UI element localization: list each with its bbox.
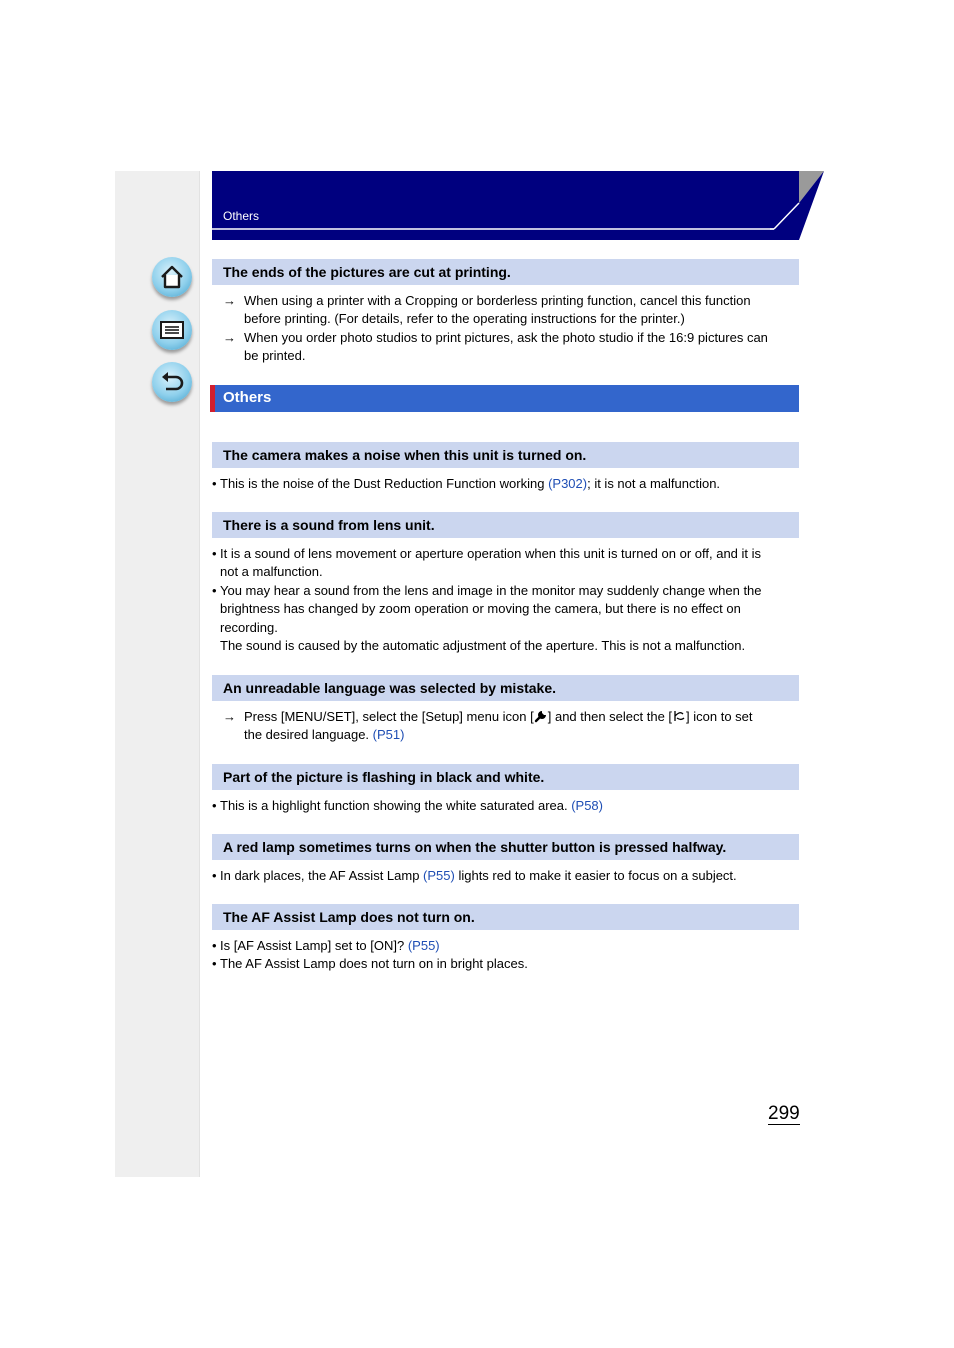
answer-text: This is the noise of the Dust Reduction Function working (P302); it is not a malfunction. [220,476,721,491]
answer-text: Press [MENU/SET], select the [Setup] menu icon [ ] and then select the [ ] icon to set [244,709,753,724]
bullet-marker: • [212,583,217,598]
question-heading: The ends of the pictures are cut at printing. [212,259,799,285]
arrow-marker: → [223,293,236,308]
back-button[interactable] [152,362,192,402]
language-icon [672,709,686,723]
question-heading: An unreadable language was selected by mistake. [212,675,799,701]
section-title: Others [210,385,799,412]
answer-text: the desired language. (P51) [244,727,405,742]
question-heading: There is a sound from lens unit. [212,512,799,538]
page-link[interactable]: (P58) [571,798,603,813]
bullet-marker: • [212,476,217,491]
answer-text: When you order photo studios to print pictures, ask the photo studio if the 16:9 pictures can [244,330,768,345]
wrench-icon [534,709,548,723]
question-heading: A red lamp sometimes turns on when the shutter button is pressed halfway. [212,834,799,860]
answer-text: The sound is caused by the automatic adjustment of the aperture. This is not a malfunction. [220,638,746,653]
home-icon [158,263,186,291]
answer-text: You may hear a sound from the lens and image in the monitor may suddenly change when the [220,583,762,598]
page-link[interactable]: (P55) [423,868,455,883]
answer-text: brightness has changed by zoom operation or moving the camera, but there is no effect on [220,601,741,616]
answer-text: not a malfunction. [220,564,323,579]
question-heading: Part of the picture is flashing in black and white. [212,764,799,790]
question-heading: The AF Assist Lamp does not turn on. [212,904,799,930]
answer-text: The AF Assist Lamp does not turn on in bright places. [220,956,528,971]
back-icon [158,368,186,396]
answer-text: In dark places, the AF Assist Lamp (P55) lights red to make it easier to focus on a subject. [220,868,737,883]
page-link[interactable]: (P55) [407,938,440,953]
arrow-marker: → [223,709,236,724]
answer-text: This is a highlight function showing the white saturated area. (P58) [220,798,603,813]
page-link[interactable]: (P51) [372,727,405,742]
answer-text: Is [AF Assist Lamp] set to [ON]? (P55) [220,938,440,953]
bullet-marker: • [212,546,217,561]
bullet-marker: • [212,956,217,971]
answer-text: be printed. [244,348,306,363]
page-number[interactable]: 299 [768,1103,800,1124]
header-section-label: Others [223,209,260,223]
header-rule [212,228,777,230]
arrow-marker: → [223,330,236,345]
answer-text: When using a printer with a Cropping or borderless printing function, cancel this function [244,293,751,308]
bullet-marker: • [212,798,217,813]
contents-button[interactable] [152,310,192,350]
answer-text: recording. [220,620,278,635]
answer-text: It is a sound of lens movement or aperture operation when this unit is turned on or off, and it is [220,546,762,561]
bullet-marker: • [212,938,217,953]
page-corner-fold [770,171,825,241]
home-button[interactable] [152,257,192,297]
bullet-marker: • [212,868,217,883]
menu-list-icon [158,316,186,344]
page-link[interactable]: (P302) [548,476,588,491]
answer-text: before printing. (For details, refer to the operating instructions for the printer.) [244,311,685,326]
question-heading: The camera makes a noise when this unit is turned on. [212,442,799,468]
